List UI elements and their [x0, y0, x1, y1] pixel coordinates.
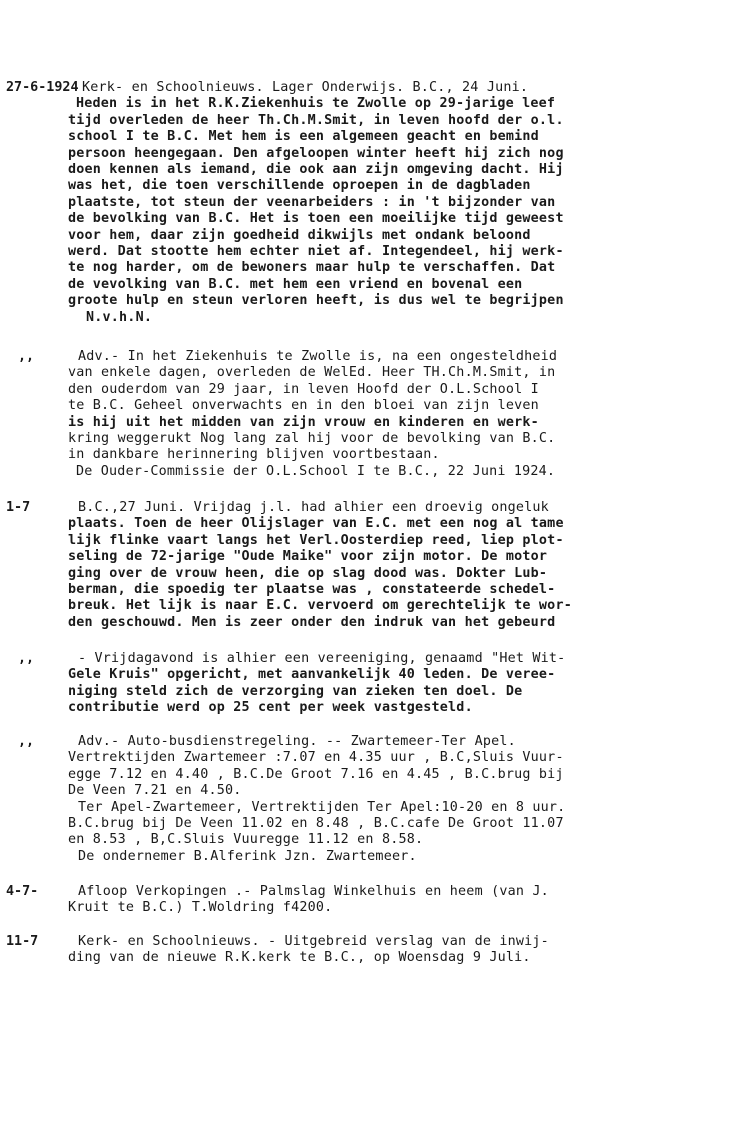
- text-line: persoon heengegaan. Den afgeloopen winter heeft hij zich nog: [68, 145, 564, 161]
- text-line: berman, die spoedig ter plaatse was , constateerde schedel-: [68, 582, 556, 597]
- text-line: ding van de nieuwe R.K.kerk te B.C., op Woensdag 9 Juli.: [68, 950, 531, 966]
- text-line: voor hem, daar zijn goedheid dikwijls met ondank beloond: [68, 227, 531, 243]
- text-line: B.C.brug bij De Veen 11.02 en 8.48 , B.C.cafe De Groot 11.07: [68, 816, 564, 831]
- text-line: contributie werd op 25 cent per week vastgesteld.: [68, 700, 473, 716]
- entry-date: 1-7: [6, 500, 31, 515]
- text-line: Kruit te B.C.) T.Woldring f4200.: [68, 900, 333, 916]
- text-line: is hij uit het midden van zijn vrouw en kinderen en werk-: [68, 414, 539, 430]
- text-line: B.C.,27 Juni. Vrijdag j.l. had alhier een droevig ongeluk: [78, 500, 549, 515]
- text-line: de vevolking van B.C. met hem een vriend en bovenal een: [68, 276, 523, 292]
- text-line: ging over de vrouw heen, die op slag dood was. Dokter Lub-: [68, 565, 548, 581]
- entry-date: 11-7: [6, 934, 39, 949]
- text-line: De Veen 7.21 en 4.50.: [68, 783, 242, 799]
- text-line: Kerk- en Schoolnieuws. Lager Onderwijs. B.C., 24 Juni.: [82, 80, 529, 95]
- text-line: de bevolking van B.C. Het is toen een moeilijke tijd geweest: [68, 211, 564, 227]
- text-line: werd. Dat stootte hem echter niet af. Integendeel, hij werk-: [68, 244, 564, 259]
- text-line: den geschouwd. Men is zeer onder den indruk van het gebeurd: [68, 614, 556, 630]
- text-line: Afloop Verkopingen .- Palmslag Winkelhuis en heem (van J.: [78, 884, 549, 899]
- text-line: egge 7.12 en 4.40 , B.C.De Groot 7.16 en 4.45 , B.C.brug bij: [68, 766, 564, 782]
- text-line: te nog harder, om de bewoners maar hulp te verschaffen. Dat: [68, 260, 556, 276]
- text-line: kring weggerukt Nog lang zal hij voor de bevolking van B.C.: [68, 431, 556, 446]
- text-line: groote hulp en steun verloren heeft, is dus wel te begrijpen: [68, 293, 564, 309]
- entry-date: ,,: [18, 734, 35, 749]
- text-line: tijd overleden de heer Th.Ch.M.Smit, in leven hoofd der o.l.: [68, 112, 564, 128]
- entry-date: 27-6-1924: [6, 80, 79, 95]
- text-line: seling de 72-jarige "Oude Maike" voor zijn motor. De motor: [68, 549, 548, 565]
- text-line: en 8.53 , B,C.Sluis Vuuregge 11.12 en 8.58.: [68, 832, 424, 848]
- text-line: lijk flinke vaart langs het Verl.Oosterdiep reed, liep plot-: [68, 532, 564, 548]
- text-line: plaats. Toen de heer Olijslager van E.C. met een nog al tame: [68, 516, 564, 532]
- text-line: plaatste, tot steun der veenarbeiders : in 't bijzonder van: [68, 194, 556, 210]
- text-line: Ter Apel-Zwartemeer, Vertrektijden Ter Apel:10-20 en 8 uur.: [78, 799, 566, 815]
- entry-date: ,,: [18, 651, 35, 666]
- text-line: Vertrektijden Zwartemeer :7.07 en 4.35 uur , B.C,Sluis Vuur-: [68, 750, 564, 766]
- text-line: was het, die toen verschillende oproepen in de dagbladen: [68, 178, 531, 194]
- text-line: breuk. Het lijk is naar E.C. vervoerd om gerechtelijk te wor-: [68, 598, 572, 614]
- text-line: De Ouder-Commissie der O.L.School I te B.C., 22 Juni 1924.: [76, 463, 556, 479]
- text-line: - Vrijdagavond is alhier een vereeniging, genaamd "Het Wit-: [78, 651, 566, 666]
- text-line: Adv.- In het Ziekenhuis te Zwolle is, na een ongesteldheid: [78, 349, 558, 364]
- text-line: in dankbare herinnering blijven voortbestaan.: [68, 447, 440, 463]
- text-line: doen kennen als iemand, die ook aan zijn omgeving dacht. Hij: [68, 162, 564, 177]
- text-line: Kerk- en Schoolnieuws. - Uitgebreid verslag van de inwij-: [78, 934, 549, 949]
- entry-date: ,,: [18, 349, 35, 364]
- text-line: te B.C. Geheel onverwachts en in den bloei van zijn leven: [68, 398, 539, 414]
- text-line: De ondernemer B.Alferink Jzn. Zwartemeer.: [78, 848, 417, 864]
- entry-date: 4-7-: [6, 884, 39, 899]
- text-line: Heden is in het R.K.Ziekenhuis te Zwolle op 29-jarige leef: [76, 96, 556, 112]
- text-line: Adv.- Auto-busdienstregeling. -- Zwartemeer-Ter Apel.: [78, 734, 516, 749]
- text-line: N.v.h.N.: [86, 309, 153, 325]
- text-line: den ouderdom van 29 jaar, in leven Hoofd der O.L.School I: [68, 381, 539, 397]
- text-line: van enkele dagen, overleden de WelEd. Heer TH.Ch.M.Smit, in: [68, 365, 556, 381]
- text-line: Gele Kruis" opgericht, met aanvankelijk 40 leden. De veree-: [68, 667, 556, 683]
- text-line: niging steld zich de verzorging van zieken ten doel. De: [68, 683, 523, 699]
- text-line: school I te B.C. Met hem is een algemeen geacht en bemind: [68, 129, 539, 145]
